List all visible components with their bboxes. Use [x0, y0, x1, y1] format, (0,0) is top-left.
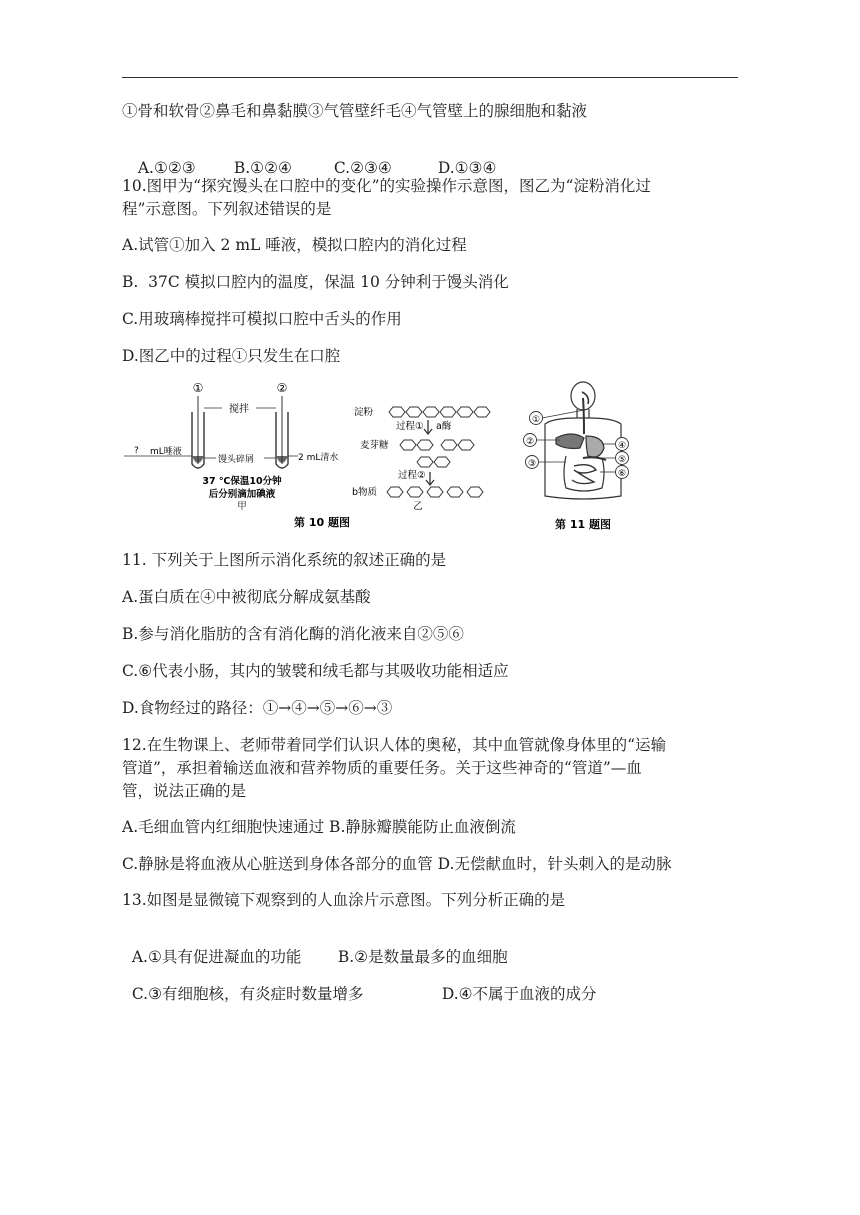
fig10-stir-label: 搅拌 — [229, 404, 249, 415]
fig11-label-1: ① — [531, 415, 541, 425]
fig10-crumbs-label: 馒头碎屑 — [218, 455, 255, 465]
fig11-label-4: ④ — [617, 441, 627, 451]
q9-option-d: D.①③④ — [437, 159, 497, 177]
q10-option-c: C.用玻璃棒搅拌可模拟口腔中舌头的作用 — [122, 310, 402, 328]
q12-stem-line2: 管道”，承担着输送血液和营养物质的重要任务。关于这些神奇的“管道”—血 — [122, 759, 642, 777]
fig10-enzyme-a-label: a酶 — [436, 421, 452, 432]
fig10-note1: 37 ℃保温10分钟 — [202, 476, 282, 487]
fig10-process2-label: 过程② — [398, 470, 426, 481]
q13-options-row1 — [122, 927, 508, 967]
q13-option-a: A.①具有促进凝血的功能 — [131, 948, 302, 966]
q10-option-d: D.图乙中的过程①只发生在口腔 — [122, 347, 341, 365]
q13-options-row2 — [122, 964, 597, 1004]
fig10-saliva-label: mL唾液 — [150, 447, 182, 457]
q10-option-b: B. 37C 模拟口腔内的温度，保温 10 分钟利于馒头消化 — [122, 273, 509, 291]
q12-options-line2: C.静脉是将血液从心脏送到身体各部分的血管 D.无偿献血时，针头刺入的是动脉 — [122, 855, 672, 873]
q11-option-d: D.食物经过的路径：①→④→⑤→⑥→③ — [122, 699, 393, 717]
q12-stem-line3: 管，说法正确的是 — [122, 782, 247, 800]
q13-option-b: B.②是数量最多的血细胞 — [337, 948, 508, 966]
q11-option-a: A.蛋白质在④中被彻底分解成氨基酸 — [122, 588, 371, 606]
fig10-water-label: 2 mL清水 — [298, 453, 339, 463]
fig10-starch-label: 淀粉 — [354, 407, 374, 418]
q13-stem: 13.如图是显微镜下观察到的人血涂片示意图。下列分析正确的是 — [122, 891, 566, 909]
fig10-saliva-q: ? — [134, 446, 139, 456]
q9-option-a: A.①②③ — [137, 159, 196, 177]
q12-options-line1: A.毛细血管内红细胞快速通过 B.静脉瓣膜能防止血液倒流 — [122, 818, 516, 836]
fig10-tube1-label: ① — [192, 381, 204, 395]
q11-option-b: B.参与消化脂肪的含有消化酶的消化液来自②⑤⑥ — [122, 625, 464, 643]
q12-stem-line1: 12.在生物课上、老师带着同学们认识人体的奥秘，其中血管就像身体里的“运输 — [122, 736, 667, 754]
q11-option-c: C.⑥代表小肠，其内的皱襞和绒毛都与其吸收功能相适应 — [122, 662, 509, 680]
fig10-note2: 后分别滴加碘液 — [208, 489, 276, 500]
header-rule — [122, 77, 738, 78]
fig10-process1-label: 过程① — [396, 421, 424, 432]
fig11-label-2: ② — [525, 437, 535, 447]
q9-stem-tail: ①骨和软骨②鼻毛和鼻黏膜③气管壁纤毛④气管壁上的腺细胞和黏液 — [122, 102, 588, 120]
q10-stem-line2: 程”示意图。下列叙述错误的是 — [122, 200, 332, 218]
q10-option-a: A.试管①加入 2 mL 唾液，模拟口腔内的消化过程 — [122, 236, 467, 254]
figures — [0, 378, 860, 538]
fig10-yi-label: 乙 — [413, 501, 423, 512]
fig10-caption: 第 10 题图 — [294, 516, 350, 529]
fig11-caption: 第 11 题图 — [555, 518, 611, 531]
fig10-substance-b-label: b物质 — [352, 487, 378, 498]
q11-stem: 11. 下列关于上图所示消化系统的叙述正确的是 — [122, 551, 447, 569]
fig11-label-6: ⑥ — [617, 469, 627, 479]
fig11-label-5: ⑤ — [617, 455, 627, 465]
fig11-body-diagram — [545, 382, 621, 499]
q13-option-c: C.③有细胞核，有炎症时数量增多 — [131, 985, 364, 1003]
fig10-jia-label: 甲 — [237, 501, 247, 512]
fig10-tube2-label: ② — [276, 381, 288, 395]
fig11-label-3: ③ — [527, 459, 537, 469]
q9-option-b: B.①②④ — [233, 159, 292, 177]
q10-stem-line1: 10.图甲为“探究馒头在口腔中的变化”的实验操作示意图，图乙为“淀粉消化过 — [122, 177, 651, 195]
q9-option-c: C.②③④ — [333, 159, 392, 177]
fig10-jia-diagram — [124, 396, 298, 468]
fig10-maltose-label: 麦芽糖 — [360, 440, 389, 451]
q9-options — [128, 138, 496, 178]
q13-option-d: D.④不属于血液的成分 — [441, 985, 597, 1003]
